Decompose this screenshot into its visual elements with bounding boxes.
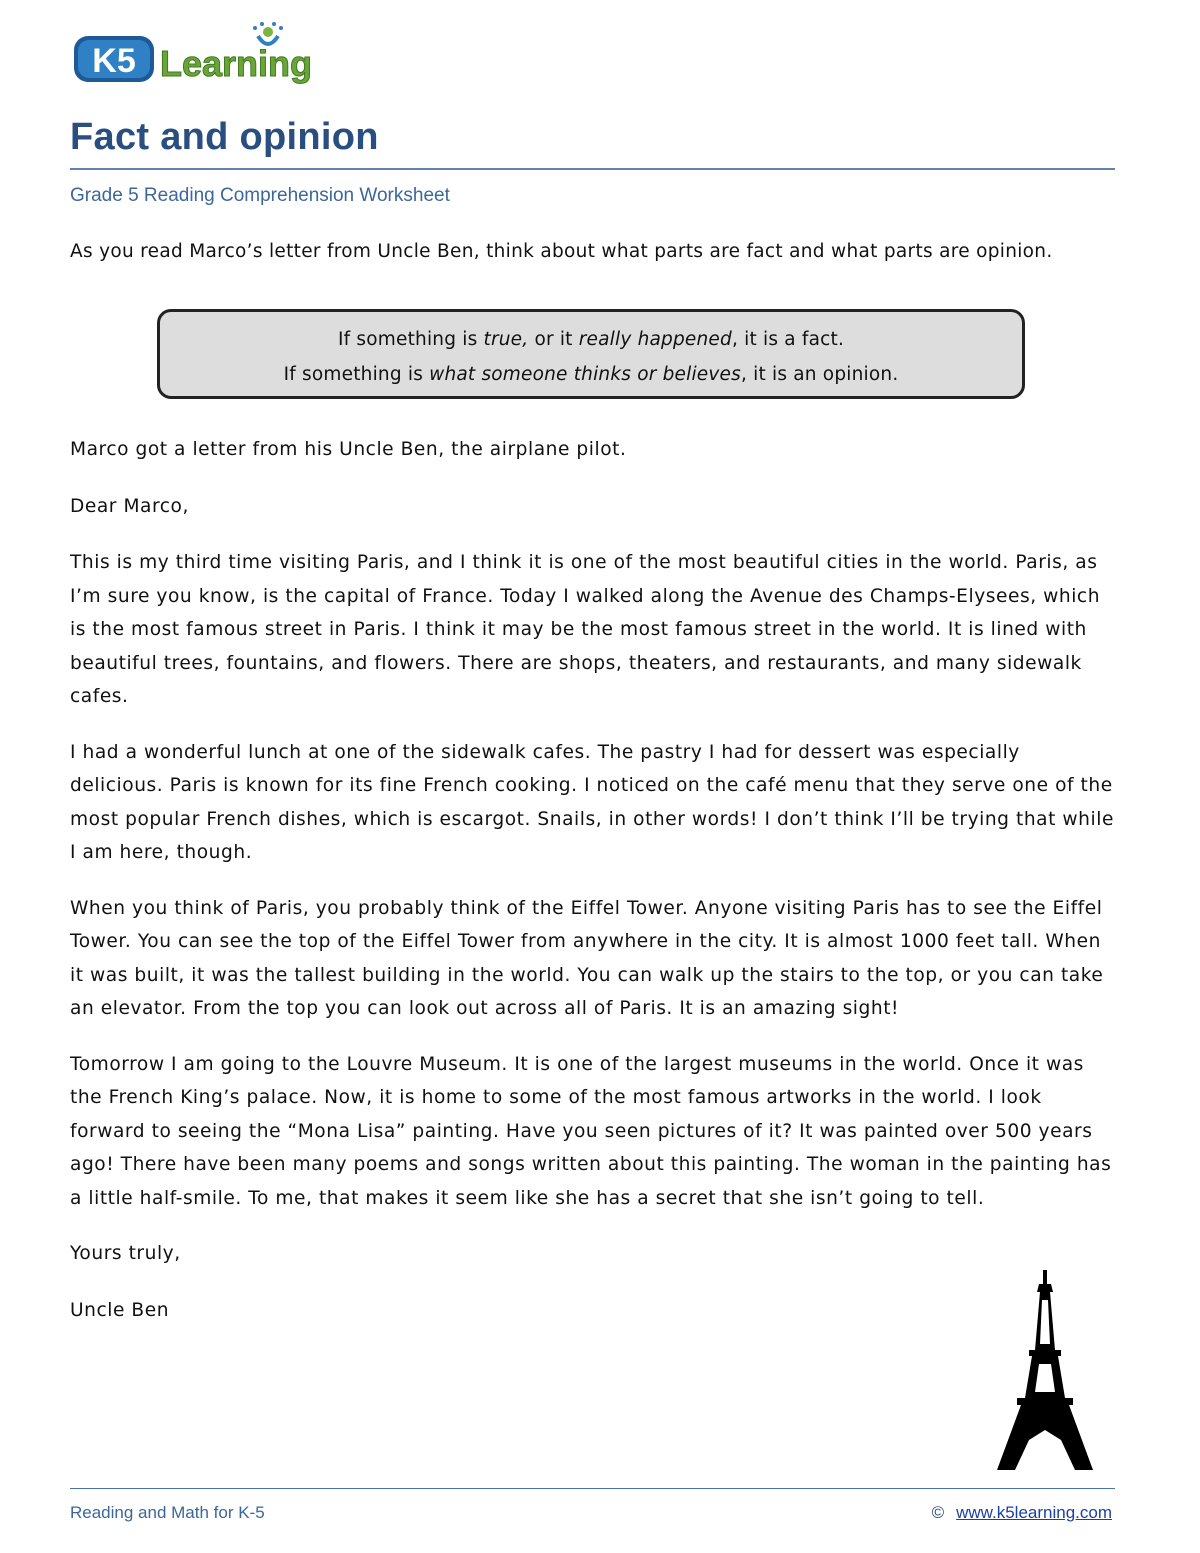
letter-paragraph: This is my third time visiting Paris, and I think it is one of the most beautiful cities in the world. Paris, as I’m sure you know, is the capital of France. Today I walked along the Avenue des Champs-Elysees, which is the most famous street in Paris. I think it may be the most famous street in the world. It is lined with beautiful trees, fountains, and flowers. There are shops, theaters, and restaurants, and many sidewalk cafes.: [70, 552, 1101, 707]
letter-paragraph: When you think of Paris, you probably think of the Eiffel Tower. Anyone visiting Paris has to see the Eiffel Tower. You can see the top of the Eiffel Tower from anywhere in the city. It is almost 1000 feet tall. When it was built, it was the tallest building in the world. You can walk up the stairs to the top, or you can take an elevator. From the top you can look out across all of Paris. It is an amazing sight!: [70, 897, 1104, 1019]
logo-prefix: K5: [92, 42, 136, 80]
eiffel-tower-icon: [995, 1270, 1095, 1470]
logo-word: Learning: [160, 43, 313, 84]
definition-box: [157, 309, 1025, 399]
letter-greeting: Dear Marco,: [70, 495, 189, 517]
page-title: Fact and opinion: [70, 116, 379, 158]
letter-paragraph: Tomorrow I am going to the Louvre Museum. It is one of the largest museums in the world. Once it was the French King’s palace. Now, it is home to some of the most famous artworks in the world. I look forward to seeing the “Mona Lisa” painting. Have you seen pictures of it? It was painted over 500 years ago! There have been many poems and songs written about this painting. The woman in the painting has a little half-smile. To me, that makes it seem like she has a secret that she isn’t going to tell.: [70, 1053, 1112, 1209]
story-intro: Marco got a letter from his Uncle Ben, the airplane pilot.: [70, 439, 627, 460]
k5-website-link[interactable]: www.k5learning.com: [956, 1503, 1112, 1522]
fact-definition: If something is true, or it really happened, it is a fact.: [337, 329, 845, 350]
letter-signature: Uncle Ben: [70, 1299, 170, 1321]
letter-paragraph: I had a wonderful lunch at one of the sidewalk cafes. The pastry I had for dessert was especially delicious. Paris is known for its fine French cooking. I noticed on the café menu that they serve one of the most popular French dishes, which is escargot. Snails, in other words! I don’t think I’ll be trying that while I am here, though.: [70, 741, 1114, 863]
title-divider: [70, 168, 1115, 170]
footer-divider: [70, 1488, 1115, 1489]
opinion-definition: If something is what someone thinks or believes, it is an opinion.: [283, 364, 899, 385]
instructions: As you read Marco’s letter from Uncle Ben, think about what parts are fact and what parts are opinion.: [70, 241, 1053, 262]
letter-body: [70, 433, 1118, 1327]
footer-copyright: [932, 1503, 1112, 1523]
k5-learning-logo: [72, 22, 332, 88]
footer-tagline: Reading and Math for K-5: [70, 1503, 265, 1522]
letter-closing: Yours truly,: [70, 1243, 181, 1264]
worksheet-subtitle: Grade 5 Reading Comprehension Worksheet: [70, 185, 450, 206]
copyright-symbol: ©: [931, 1503, 945, 1522]
